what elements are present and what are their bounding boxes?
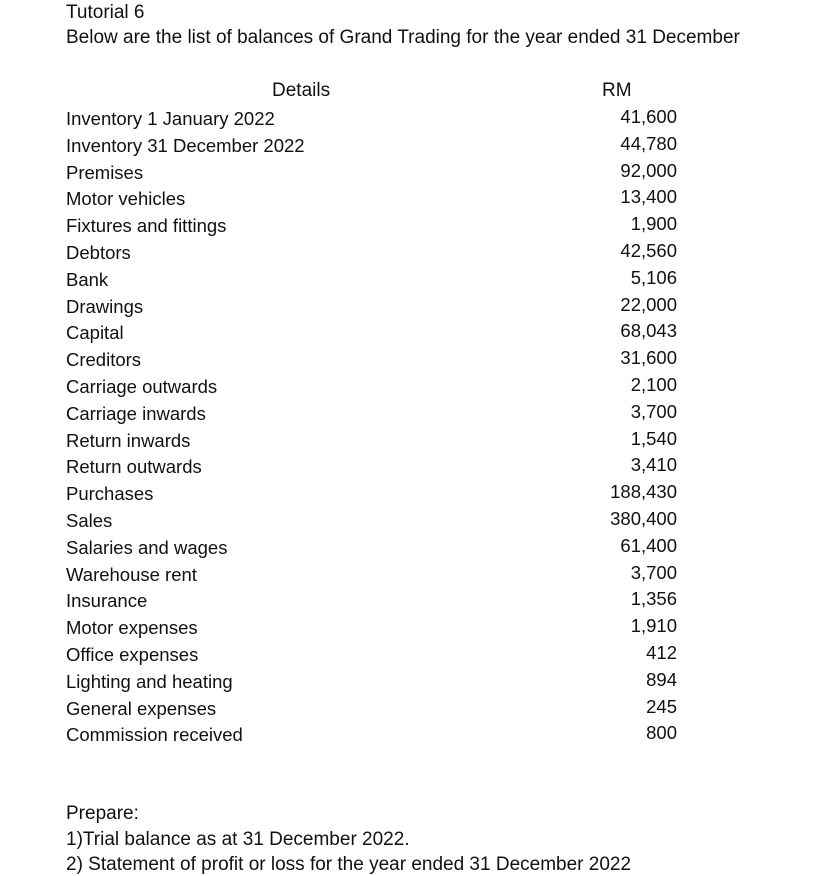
balance-label: Warehouse rent [66, 563, 197, 585]
balance-label: Office expenses [66, 643, 199, 665]
balances-list [66, 105, 686, 748]
amount-column-header: RM [602, 80, 632, 101]
balance-label: Creditors [66, 349, 142, 371]
balance-row [66, 132, 686, 159]
balance-row [66, 105, 686, 132]
balance-row [66, 400, 686, 427]
balance-label: Lighting and heating [66, 670, 233, 692]
balance-amount: 380,400 [610, 507, 677, 529]
balance-row [66, 695, 686, 722]
balance-row [66, 266, 686, 293]
balance-amount: 3,410 [630, 454, 677, 476]
prepare-label: Prepare: [66, 803, 139, 824]
balance-label: Carriage outwards [66, 375, 218, 397]
balance-amount: 1,540 [630, 427, 677, 449]
balance-row [66, 212, 686, 239]
balance-label: Drawings [66, 295, 144, 317]
balance-amount: 22,000 [620, 293, 677, 315]
balance-label: General expenses [66, 697, 217, 719]
balance-row [66, 185, 686, 212]
balance-amount: 1,900 [630, 213, 677, 235]
balance-row [66, 587, 686, 614]
balance-row [66, 614, 686, 641]
task-2-text: 2) Statement of profit or loss for the year ended 31 December 2022 [66, 854, 632, 875]
balance-row [66, 319, 686, 346]
balance-amount: 68,043 [620, 320, 677, 342]
balance-row [66, 373, 686, 400]
balance-amount: 1,356 [630, 588, 677, 610]
tutorial-title: Tutorial 6 [66, 2, 145, 23]
intro-text: Below are the list of balances of Grand Trading for the year ended 31 December [66, 27, 740, 48]
balance-amount: 44,780 [620, 132, 677, 154]
balance-label: Carriage inwards [66, 402, 206, 424]
balance-amount: 800 [646, 722, 677, 744]
balance-amount: 3,700 [630, 561, 677, 583]
balance-row [66, 641, 686, 668]
balance-amount: 188,430 [610, 481, 677, 503]
balance-amount: 5,106 [630, 266, 677, 288]
balance-label: Purchases [66, 483, 154, 505]
details-column-header: Details [272, 80, 331, 101]
balance-label: Motor expenses [66, 617, 198, 639]
balance-label: Return outwards [66, 456, 202, 478]
balance-label: Inventory 1 January 2022 [66, 108, 275, 129]
balance-amount: 2,100 [630, 373, 677, 395]
balance-label: Premises [66, 161, 144, 183]
balance-amount: 42,560 [620, 239, 677, 261]
task-2-cropped [66, 854, 666, 875]
balance-row [66, 480, 686, 507]
balance-amount: 41,600 [620, 106, 677, 127]
balance-amount: 3,700 [630, 400, 677, 422]
balance-amount: 894 [646, 668, 677, 690]
balance-label: Bank [66, 268, 109, 290]
balance-row [66, 534, 686, 561]
balance-amount: 1,910 [630, 615, 677, 637]
balance-row [66, 427, 686, 454]
balance-row [66, 293, 686, 320]
balance-label: Insurance [66, 590, 148, 612]
balance-label: Salaries and wages [66, 536, 228, 558]
balance-label: Commission received [66, 724, 243, 746]
balance-amount: 13,400 [620, 186, 677, 208]
balance-label: Sales [66, 509, 113, 531]
task-1: 1)Trial balance as at 31 December 2022. [66, 829, 410, 850]
balance-row [66, 507, 686, 534]
balance-label: Capital [66, 322, 124, 344]
balance-row [66, 346, 686, 373]
balance-label: Debtors [66, 241, 131, 263]
balance-amount: 61,400 [620, 534, 677, 556]
balance-label: Inventory 31 December 2022 [66, 134, 305, 156]
balance-row [66, 239, 686, 266]
balance-label: Fixtures and fittings [66, 215, 227, 237]
balance-amount: 245 [646, 695, 677, 717]
balance-row [66, 668, 686, 695]
balance-row [66, 561, 686, 588]
balance-amount: 31,600 [620, 347, 677, 369]
balance-label: Motor vehicles [66, 188, 186, 210]
balance-amount: 92,000 [620, 159, 677, 181]
balance-label: Return inwards [66, 429, 191, 451]
balance-row [66, 721, 686, 748]
balance-row [66, 159, 686, 186]
balance-row [66, 453, 686, 480]
balance-amount: 412 [646, 641, 677, 663]
